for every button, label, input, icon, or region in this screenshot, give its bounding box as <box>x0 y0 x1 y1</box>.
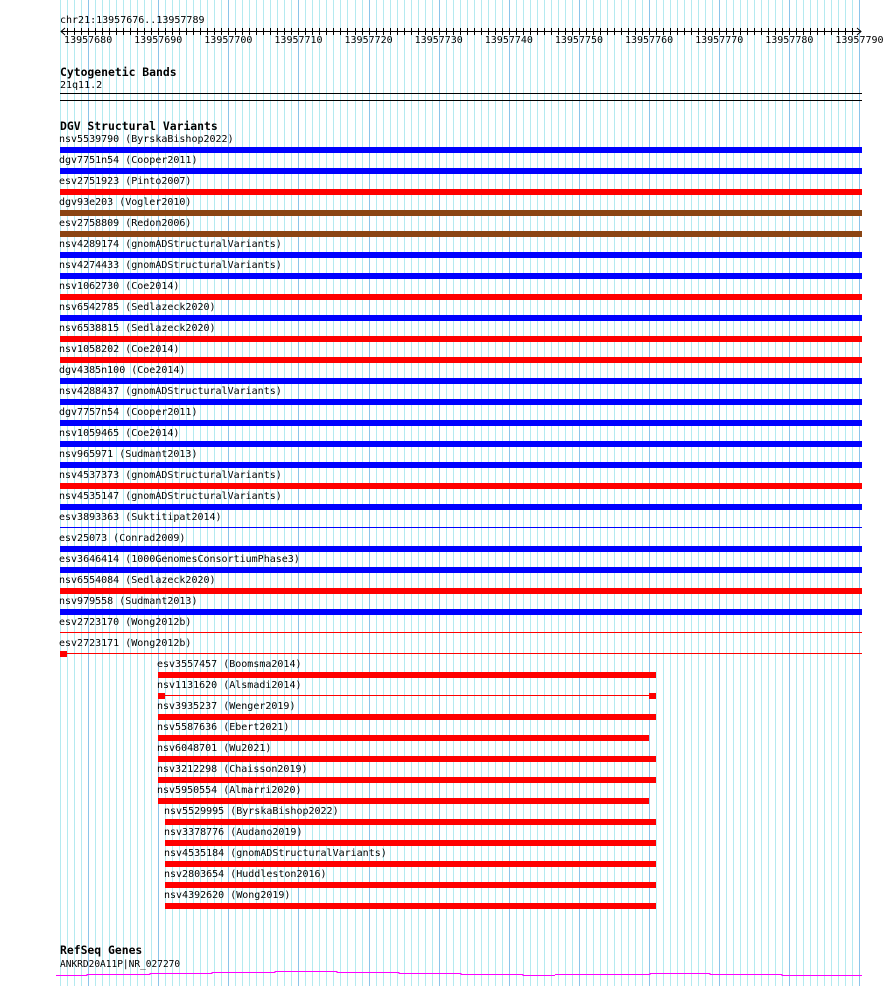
variant-feature-red[interactable] <box>60 357 862 363</box>
cytoband-feature-bottom[interactable] <box>60 100 862 101</box>
variant-feature-red[interactable] <box>158 777 656 783</box>
variant-label[interactable]: dgv93e203 (Vogler2010) <box>59 197 192 208</box>
variant-feature-blue[interactable] <box>60 315 862 321</box>
variant-label[interactable]: dgv7757n54 (Cooper2011) <box>59 407 198 418</box>
variant-feature-red[interactable] <box>158 735 649 741</box>
variant-label[interactable]: nsv4289174 (gnomADStructuralVariants) <box>59 239 282 250</box>
variant-label[interactable]: nsv6538815 (Sedlazeck2020) <box>59 323 216 334</box>
variant-feature-red[interactable] <box>158 714 656 720</box>
variant-label[interactable]: nsv965971 (Sudmant2013) <box>59 449 198 460</box>
ruler-tick-label: 13957690 <box>134 35 183 46</box>
variant-label[interactable]: dgv4385n100 (Coe2014) <box>59 365 186 376</box>
variant-feature-brown[interactable] <box>60 231 862 237</box>
variant-label[interactable]: esv3893363 (Suktitipat2014) <box>59 512 222 523</box>
gene-label[interactable]: ANKRD20A11P|NR_027270 <box>60 959 181 970</box>
variant-label[interactable]: nsv1062730 (Coe2014) <box>59 281 180 292</box>
variant-label[interactable]: esv2723171 (Wong2012b) <box>59 638 192 649</box>
variant-label[interactable]: nsv3212298 (Chaisson2019) <box>157 764 308 775</box>
ruler-tick-label: 13957770 <box>695 35 744 46</box>
variant-label[interactable]: esv2751923 (Pinto2007) <box>59 176 192 187</box>
ruler-tick-label: 13957700 <box>204 35 253 46</box>
variant-feature-red[interactable] <box>165 903 656 909</box>
variant-feature-blue[interactable] <box>60 378 862 384</box>
variant-feature-brown[interactable] <box>60 210 862 216</box>
variant-feature-blue[interactable] <box>60 147 862 153</box>
variant-feature-red[interactable] <box>60 483 862 489</box>
variant-label[interactable]: nsv6542785 (Sedlazeck2020) <box>59 302 216 313</box>
variant-label[interactable]: nsv6048701 (Wu2021) <box>157 743 272 754</box>
variant-label[interactable]: nsv4288437 (gnomADStructuralVariants) <box>59 386 282 397</box>
variant-feature-blue[interactable] <box>60 546 862 552</box>
variant-label[interactable]: nsv6554084 (Sedlazeck2020) <box>59 575 216 586</box>
variant-label[interactable]: nsv4535184 (gnomADStructuralVariants) <box>164 848 387 859</box>
variant-label[interactable]: nsv3378776 (Audano2019) <box>164 827 303 838</box>
ruler-tick-label: 13957750 <box>554 35 604 46</box>
gene-feature[interactable] <box>0 965 890 980</box>
ruler-tick-label: 13957710 <box>274 35 323 46</box>
variant-block[interactable] <box>649 693 656 699</box>
variant-feature-blue[interactable] <box>60 399 862 405</box>
locus-label: chr21:13957676..13957789 <box>60 15 205 26</box>
variant-feature-red[interactable] <box>165 840 656 846</box>
variant-feature-blue[interactable] <box>60 527 862 528</box>
variant-block[interactable] <box>158 693 165 699</box>
variant-label[interactable]: nsv5529995 (ByrskaBishop2022) <box>164 806 339 817</box>
variant-feature-red[interactable] <box>158 672 656 678</box>
variant-feature-red[interactable] <box>60 336 862 342</box>
variant-feature-blue[interactable] <box>60 273 862 279</box>
variant-feature-blue[interactable] <box>60 504 862 510</box>
variant-label[interactable]: nsv5587636 (Ebert2021) <box>157 722 290 733</box>
variant-feature-blue[interactable] <box>60 168 862 174</box>
variant-label[interactable]: dgv7751n54 (Cooper2011) <box>59 155 198 166</box>
track-title-cytogenetic-bands[interactable]: Cytogenetic Bands <box>60 65 177 79</box>
variant-label[interactable]: nsv4392620 (Wong2019) <box>164 890 291 901</box>
variant-feature-blue[interactable] <box>60 609 862 615</box>
ruler-tick-label: 13957720 <box>344 35 393 46</box>
variant-label[interactable]: nsv5950554 (Almarri2020) <box>157 785 302 796</box>
variant-feature-blue[interactable] <box>60 441 862 447</box>
variant-feature-red[interactable] <box>158 798 649 804</box>
variant-label[interactable]: esv2723170 (Wong2012b) <box>59 617 192 628</box>
variant-label[interactable]: nsv1131620 (Alsmadi2014) <box>157 680 302 691</box>
variant-feature-blue[interactable] <box>60 252 862 258</box>
ruler-tick-label: 13957730 <box>414 35 463 46</box>
ruler-tick-label: 13957780 <box>765 35 814 46</box>
variant-label[interactable]: esv3646414 (1000GenomesConsortiumPhase3) <box>59 554 300 565</box>
variant-label[interactable]: nsv1058202 (Coe2014) <box>59 344 180 355</box>
variant-feature-red[interactable] <box>60 189 862 195</box>
variant-label[interactable]: nsv4535147 (gnomADStructuralVariants) <box>59 491 282 502</box>
variant-label[interactable]: esv2758809 (Redon2006) <box>59 218 192 229</box>
variant-label[interactable]: nsv3935237 (Wenger2019) <box>157 701 296 712</box>
variant-feature-blue[interactable] <box>60 462 862 468</box>
variant-label[interactable]: nsv4537373 (gnomADStructuralVariants) <box>59 470 282 481</box>
ruler-tick-label: 13957740 <box>484 35 533 46</box>
variant-feature-blue[interactable] <box>60 567 862 573</box>
variant-feature-blue[interactable] <box>60 420 862 426</box>
gene-feature-continuation[interactable] <box>555 974 862 976</box>
variant-feature-red[interactable] <box>60 294 862 300</box>
variant-feature-red[interactable] <box>60 653 862 654</box>
cytoband-feature-top[interactable] <box>60 93 862 94</box>
variant-label[interactable]: esv3557457 (Boomsma2014) <box>157 659 302 670</box>
ruler-tick-label: 13957760 <box>625 35 674 46</box>
variant-label[interactable]: esv25073 (Conrad2009) <box>59 533 186 544</box>
cytoband-label[interactable]: 21q11.2 <box>60 80 103 91</box>
variant-label[interactable]: nsv5539790 (ByrskaBishop2022) <box>59 134 234 145</box>
track-title-dgv[interactable]: DGV Structural Variants <box>60 119 218 133</box>
variant-label[interactable]: nsv4274433 (gnomADStructuralVariants) <box>59 260 282 271</box>
variant-label[interactable]: nsv979558 (Sudmant2013) <box>59 596 198 607</box>
variant-label[interactable]: nsv2803654 (Huddleston2016) <box>164 869 327 880</box>
variant-feature-red[interactable] <box>158 695 656 696</box>
track-title-refseq[interactable]: RefSeq Genes <box>60 943 143 957</box>
variant-feature-red[interactable] <box>60 632 862 633</box>
ruler-tick-label: 13957790 <box>835 35 884 46</box>
variant-feature-red[interactable] <box>165 861 656 867</box>
variant-feature-red[interactable] <box>158 756 656 762</box>
variant-feature-red[interactable] <box>165 819 656 825</box>
variant-label[interactable]: nsv1059465 (Coe2014) <box>59 428 180 439</box>
variant-feature-red[interactable] <box>165 882 656 888</box>
variant-block[interactable] <box>60 651 67 657</box>
variant-feature-red[interactable] <box>60 588 862 594</box>
ruler-tick-label: 13957680 <box>64 35 113 46</box>
